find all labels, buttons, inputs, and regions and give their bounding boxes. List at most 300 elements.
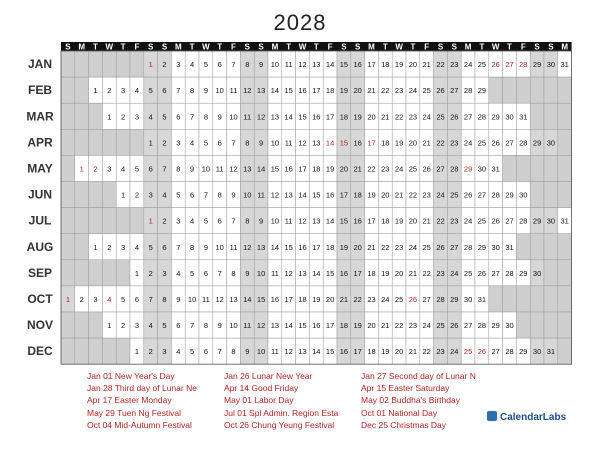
day-number: 19	[325, 164, 335, 174]
day-number: 9	[259, 60, 264, 70]
day-cell	[116, 51, 130, 77]
day-cell	[75, 103, 89, 129]
weekday-label: T	[189, 42, 195, 52]
day-number: 24	[408, 86, 418, 96]
day-cell	[75, 51, 89, 77]
day-number: 14	[312, 268, 321, 278]
day-number: 22	[394, 321, 404, 331]
holiday-item: May 01 Labor Day	[224, 395, 294, 406]
day-number: 12	[298, 138, 307, 148]
day-cell	[558, 234, 572, 260]
day-number: 22	[394, 112, 404, 122]
day-cell	[503, 155, 517, 181]
weekday-label: T	[313, 42, 319, 52]
day-cell	[544, 77, 558, 103]
weekday-label: S	[244, 42, 250, 52]
day-number: 30	[532, 268, 542, 278]
day-number: 15	[298, 112, 307, 122]
day-number: 6	[176, 321, 181, 331]
day-number: 16	[298, 86, 307, 96]
day-number: 5	[203, 60, 208, 70]
day-number: 14	[325, 216, 335, 226]
day-number: 10	[256, 268, 266, 278]
month-label: MAR	[26, 109, 54, 124]
holiday-item: Oct 04 Mid-Autumn Festival	[87, 419, 192, 430]
day-number: 2	[134, 190, 139, 200]
day-number: 7	[190, 321, 195, 331]
day-number: 23	[450, 60, 459, 70]
month-label: MAY	[27, 161, 53, 176]
day-cell	[530, 103, 544, 129]
weekday-label: W	[491, 42, 500, 52]
day-number: 24	[450, 347, 459, 357]
day-number: 11	[229, 86, 238, 96]
day-number: 3	[176, 216, 181, 226]
day-number: 17	[353, 268, 362, 278]
day-number: 17	[312, 242, 321, 252]
day-number: 17	[298, 164, 307, 174]
day-number: 10	[229, 112, 238, 122]
day-number: 14	[243, 294, 252, 304]
day-number: 5	[162, 321, 167, 331]
day-cell	[61, 208, 75, 234]
holiday-item: Dec 25 Christmas Day	[361, 419, 447, 430]
day-number: 23	[450, 138, 459, 148]
weekday-label: W	[298, 42, 307, 52]
weekday-label: S	[258, 42, 264, 52]
day-number: 13	[229, 294, 238, 304]
day-number: 26	[436, 242, 445, 252]
day-number: 28	[477, 321, 487, 331]
holiday-item: Apr 14 Good Friday	[224, 383, 299, 394]
day-number: 3	[176, 138, 181, 148]
day-number: 10	[215, 242, 224, 252]
day-number: 1	[93, 242, 98, 252]
day-number: 14	[325, 60, 335, 70]
day-number: 15	[325, 347, 335, 357]
day-number: 10	[256, 347, 266, 357]
day-number: 4	[134, 86, 139, 96]
day-number: 14	[312, 347, 321, 357]
day-number: 6	[134, 294, 139, 304]
weekday-label: S	[355, 42, 361, 52]
weekday-label: S	[451, 42, 457, 52]
day-number: 23	[381, 164, 390, 174]
day-number: 14	[298, 190, 307, 200]
day-number: 7	[217, 268, 222, 278]
day-number: 27	[505, 138, 514, 148]
weekday-label: M	[271, 42, 279, 52]
day-number: 27	[463, 321, 473, 331]
day-number: 9	[176, 294, 181, 304]
day-number: 5	[121, 294, 126, 304]
day-number: 18	[339, 112, 349, 122]
day-number: 1	[148, 216, 153, 226]
day-number: 27	[450, 242, 459, 252]
day-number: 13	[270, 112, 280, 122]
day-number: 21	[367, 242, 376, 252]
day-number: 2	[148, 347, 153, 357]
day-number: 29	[477, 86, 487, 96]
day-number: 7	[148, 294, 153, 304]
day-number: 31	[491, 164, 500, 174]
day-number: 9	[245, 347, 250, 357]
day-number: 26	[463, 190, 473, 200]
weekday-label: M	[464, 42, 472, 52]
day-number: 6	[217, 138, 222, 148]
day-cell	[61, 338, 75, 364]
day-number: 4	[190, 216, 195, 226]
calendarlabs-icon	[487, 411, 497, 421]
day-number: 6	[203, 347, 208, 357]
day-number: 30	[546, 138, 556, 148]
brand-name: CalendarLabs	[500, 412, 567, 423]
day-number: 19	[353, 321, 362, 331]
day-number: 17	[284, 294, 293, 304]
day-cell	[544, 182, 558, 208]
day-number: 26	[422, 164, 431, 174]
day-cell	[544, 234, 558, 260]
weekday-label: S	[548, 42, 554, 52]
day-number: 25	[436, 321, 445, 331]
day-cell	[61, 51, 75, 77]
day-number: 14	[270, 86, 280, 96]
day-number: 16	[353, 60, 362, 70]
day-number: 10	[215, 86, 224, 96]
day-number: 15	[339, 216, 349, 226]
day-cell	[89, 338, 103, 364]
day-number: 21	[381, 112, 390, 122]
day-number: 4	[162, 190, 167, 200]
day-number: 30	[505, 321, 514, 331]
day-number: 5	[203, 216, 208, 226]
day-number: 28	[477, 112, 487, 122]
day-number: 12	[243, 86, 252, 96]
day-cell	[558, 260, 572, 286]
weekday-label: S	[341, 42, 347, 52]
day-number: 8	[231, 347, 236, 357]
day-number: 19	[394, 216, 404, 226]
month-label: APR	[27, 135, 53, 150]
day-cell	[558, 77, 572, 103]
day-number: 27	[477, 190, 487, 200]
day-number: 14	[325, 138, 335, 148]
day-number: 22	[408, 190, 418, 200]
day-number: 20	[353, 86, 362, 96]
day-number: 1	[134, 347, 139, 357]
day-number: 24	[463, 60, 473, 70]
day-number: 24	[408, 242, 418, 252]
holiday-item: Jul 01 Spl Admin. Region Esta	[224, 407, 339, 418]
day-number: 14	[270, 242, 280, 252]
day-number: 7	[176, 86, 181, 96]
day-number: 1	[107, 321, 112, 331]
day-cell	[75, 182, 89, 208]
day-number: 17	[367, 60, 376, 70]
day-number: 27	[436, 164, 445, 174]
day-number: 8	[162, 294, 167, 304]
day-number: 13	[256, 86, 266, 96]
day-number: 23	[422, 190, 431, 200]
day-number: 7	[231, 138, 236, 148]
holiday-item: May 29 Tuen Ng Festival	[87, 407, 182, 418]
day-cell	[116, 208, 130, 234]
day-number: 21	[381, 321, 390, 331]
day-number: 6	[217, 60, 222, 70]
day-cell	[544, 103, 558, 129]
day-number: 4	[176, 347, 181, 357]
day-number: 15	[270, 164, 280, 174]
day-cell	[530, 182, 544, 208]
day-number: 16	[312, 112, 321, 122]
day-number: 21	[422, 216, 431, 226]
day-number: 14	[284, 321, 293, 331]
weekday-label: S	[65, 42, 71, 52]
day-number: 12	[298, 60, 307, 70]
day-number: 8	[245, 60, 250, 70]
weekday-label: M	[561, 42, 569, 52]
day-number: 23	[408, 321, 418, 331]
day-number: 11	[215, 164, 224, 174]
day-number: 29	[463, 164, 473, 174]
month-label: JUN	[27, 187, 53, 202]
day-number: 27	[422, 294, 431, 304]
weekday-label: T	[217, 42, 223, 52]
day-number: 4	[190, 138, 195, 148]
day-number: 30	[546, 60, 556, 70]
day-cell	[75, 208, 89, 234]
day-number: 22	[436, 60, 445, 70]
day-number: 11	[284, 60, 293, 70]
day-number: 20	[367, 321, 376, 331]
weekday-label: F	[327, 42, 333, 52]
weekday-label: W	[202, 42, 210, 52]
day-cell	[89, 182, 103, 208]
day-number: 8	[176, 164, 181, 174]
day-cell	[116, 338, 130, 364]
day-cell	[130, 51, 144, 77]
day-cell	[61, 182, 75, 208]
day-number: 25	[463, 268, 473, 278]
day-cell	[116, 260, 130, 286]
day-number: 28	[505, 347, 514, 357]
day-number: 26	[450, 112, 459, 122]
month-label: OCT	[27, 291, 53, 306]
day-number: 25	[450, 190, 459, 200]
day-number: 27	[450, 86, 459, 96]
weekday-label: F	[520, 42, 526, 52]
day-number: 3	[121, 86, 126, 96]
day-number: 8	[217, 190, 222, 200]
day-number: 25	[436, 112, 445, 122]
day-number: 2	[162, 216, 167, 226]
day-number: 13	[312, 216, 321, 226]
day-number: 7	[176, 242, 181, 252]
day-number: 1	[65, 294, 70, 304]
day-number: 13	[243, 164, 252, 174]
day-cell	[75, 234, 89, 260]
day-cell	[530, 312, 544, 338]
day-cell	[89, 51, 103, 77]
day-number: 19	[353, 112, 362, 122]
day-number: 7	[162, 164, 167, 174]
day-number: 17	[353, 347, 362, 357]
day-cell	[544, 312, 558, 338]
day-number: 10	[201, 164, 211, 174]
day-number: 5	[148, 86, 153, 96]
day-number: 25	[422, 242, 431, 252]
day-number: 18	[298, 294, 307, 304]
day-number: 24	[422, 112, 431, 122]
day-number: 30	[505, 112, 514, 122]
day-number: 26	[477, 268, 487, 278]
day-cell	[61, 234, 75, 260]
day-number: 12	[243, 242, 252, 252]
day-cell	[61, 103, 75, 129]
day-number: 18	[312, 164, 321, 174]
day-number: 4	[121, 164, 126, 174]
day-number: 6	[176, 112, 181, 122]
day-number: 23	[450, 216, 459, 226]
day-number: 21	[353, 164, 362, 174]
day-number: 3	[176, 60, 181, 70]
holiday-list	[87, 371, 487, 431]
day-number: 20	[353, 242, 362, 252]
day-cell	[516, 312, 530, 338]
day-number: 24	[463, 216, 473, 226]
day-number: 10	[229, 321, 238, 331]
calendar-year-title: 2028	[273, 10, 327, 35]
day-number: 17	[312, 86, 321, 96]
day-number: 6	[217, 216, 222, 226]
day-number: 8	[245, 216, 250, 226]
day-number: 25	[394, 294, 404, 304]
day-number: 24	[463, 138, 473, 148]
day-number: 18	[367, 347, 376, 357]
day-number: 1	[148, 60, 153, 70]
day-number: 15	[339, 138, 349, 148]
holiday-item: Jan 28 Third day of Lunar Ne	[87, 383, 197, 394]
day-number: 16	[353, 138, 362, 148]
day-number: 28	[519, 138, 528, 148]
day-number: 16	[339, 347, 349, 357]
day-number: 10	[270, 138, 280, 148]
weekday-label: S	[534, 42, 540, 52]
weekday-label: T	[410, 42, 416, 52]
brand-logo	[487, 411, 566, 423]
day-number: 1	[148, 138, 153, 148]
day-cell	[61, 312, 75, 338]
day-number: 10	[270, 60, 280, 70]
day-number: 22	[381, 86, 390, 96]
weekday-label: T	[479, 42, 485, 52]
day-number: 5	[134, 164, 139, 174]
day-number: 18	[353, 190, 362, 200]
day-cell	[489, 77, 503, 103]
day-number: 13	[256, 242, 266, 252]
day-number: 7	[231, 60, 236, 70]
day-number: 20	[408, 60, 418, 70]
weekday-label: T	[120, 42, 126, 52]
day-number: 18	[339, 321, 349, 331]
day-number: 21	[422, 138, 431, 148]
day-number: 29	[532, 138, 542, 148]
day-cell	[89, 260, 103, 286]
day-number: 29	[532, 60, 542, 70]
day-cell	[489, 286, 503, 312]
holiday-item: Jan 26 Lunar New Year	[224, 371, 313, 381]
day-cell	[61, 129, 75, 155]
day-number: 20	[394, 268, 404, 278]
day-number: 16	[312, 321, 321, 331]
weekday-label: T	[286, 42, 292, 52]
day-number: 15	[325, 268, 335, 278]
day-number: 27	[491, 268, 500, 278]
day-number: 14	[256, 164, 266, 174]
day-number: 15	[284, 242, 293, 252]
day-cell	[75, 77, 89, 103]
day-number: 26	[477, 347, 487, 357]
day-number: 22	[367, 164, 376, 174]
day-number: 9	[231, 190, 236, 200]
day-number: 24	[422, 321, 431, 331]
day-number: 30	[463, 294, 473, 304]
day-number: 12	[284, 268, 293, 278]
day-number: 29	[477, 242, 487, 252]
day-number: 24	[450, 268, 459, 278]
day-number: 29	[519, 347, 528, 357]
day-number: 5	[190, 347, 195, 357]
day-cell	[102, 129, 116, 155]
day-cell	[130, 129, 144, 155]
day-number: 6	[190, 190, 195, 200]
day-number: 31	[477, 294, 487, 304]
day-number: 9	[259, 138, 264, 148]
day-number: 26	[408, 294, 418, 304]
day-number: 18	[381, 138, 390, 148]
day-number: 24	[436, 190, 445, 200]
weekday-label: M	[368, 42, 375, 52]
day-cell	[530, 77, 544, 103]
day-number: 20	[339, 164, 349, 174]
day-number: 16	[284, 164, 293, 174]
day-cell	[102, 182, 116, 208]
day-number: 8	[203, 112, 208, 122]
day-number: 11	[284, 138, 293, 148]
day-number: 8	[190, 86, 195, 96]
day-number: 26	[450, 321, 459, 331]
day-number: 25	[408, 164, 418, 174]
day-number: 29	[505, 190, 514, 200]
month-label: JAN	[27, 57, 53, 72]
weekday-label: M	[174, 42, 182, 52]
day-number: 19	[339, 242, 349, 252]
day-number: 10	[243, 190, 252, 200]
day-number: 31	[560, 216, 569, 226]
day-number: 19	[394, 60, 404, 70]
month-label: SEP	[27, 265, 53, 280]
day-number: 21	[408, 268, 418, 278]
day-number: 29	[450, 294, 459, 304]
day-number: 1	[93, 86, 98, 96]
day-number: 15	[298, 321, 307, 331]
holiday-item: Jan 27 Second day of Lunar N	[361, 371, 476, 381]
weekday-label: S	[437, 42, 444, 52]
day-number: 30	[546, 216, 556, 226]
day-number: 28	[463, 242, 473, 252]
weekday-label: S	[161, 42, 168, 52]
day-number: 13	[312, 60, 321, 70]
